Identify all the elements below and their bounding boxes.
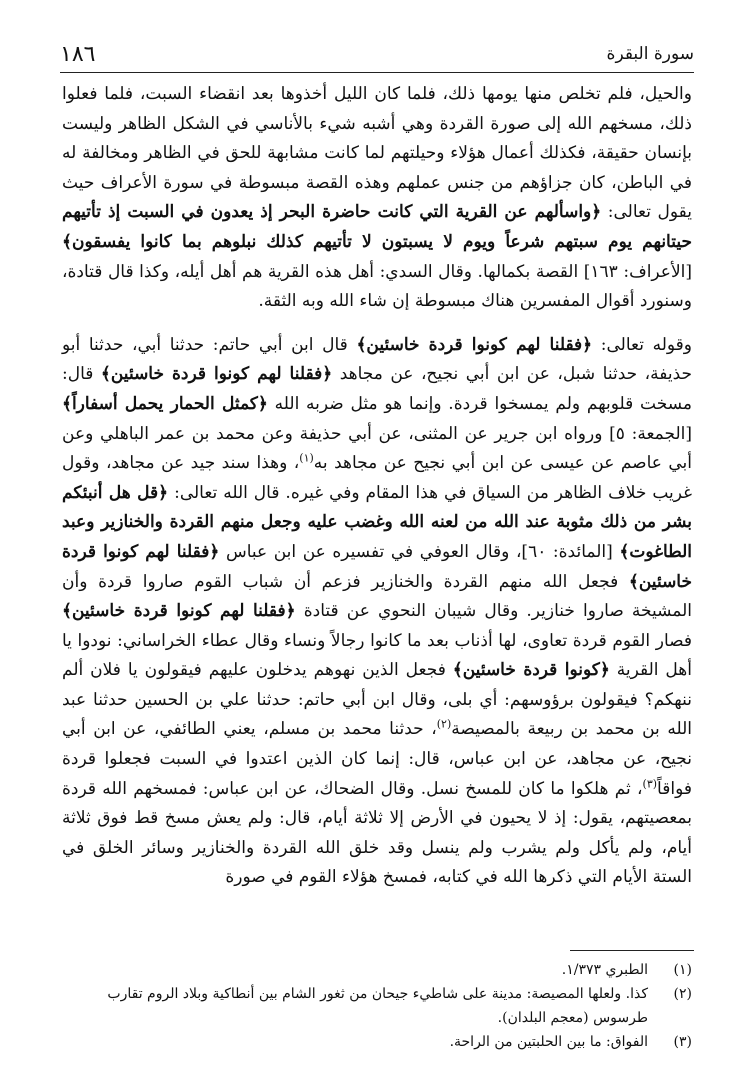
footnote-text: كذا. ولعلها المصيصة: مدينة على شاطيء جيحان من ثغور الشام بين أنطاكية وبلاد الروم تقارب طرسوس (معجم البلدان).: [107, 986, 648, 1026]
footnote-divider: [570, 950, 694, 951]
paragraph-1: والحيل، فلم تخلص منها يومها ذلك، فلما كان الليل أخذوها بعد انقضاء السبت، فلما فعلوا ذلك، مسخهم الله إلى صورة القردة وهي أشبه شيء بالأناسي في الشكل الظاهر وليست بإنسان حقيقة، فكذلك أعمال هؤلاء وحيلتهم لما كانت مشابهة للحق في الظاهر ومخالفة له في الباطن، كان جزاؤهم من جنس عملهم وهذه القصة مبسوطة في سورة الأعراف حيث يقول تعالى: ﴿واسألهم عن القرية التي كانت حاضرة البحر إذ يعدون في السبت إذ تأتيهم حيتانهم يوم سبتهم شرعاً ويوم لا يسبتون لا تأتيهم كذلك نبلوهم بما كانوا يفسقون﴾ [الأعراف: ١٦٣] القصة بكمالها. وقال السدي: أهل هذه القرية هم أهل أيله، وكذا قال قتادة، وسنورد أقوال المفسرين هناك مبسوطة إن شاء الله وبه الثقة.: [62, 84, 692, 312]
footnote-ref-3[interactable]: (٣): [642, 777, 658, 790]
footnote-number: (٣): [673, 1034, 692, 1050]
footnote-3: [62, 1030, 692, 1054]
footnote-number: (١): [673, 962, 692, 978]
header-divider: [60, 72, 694, 73]
quran-quote: ﴿فقلنا لهم كونوا قردة خاسئين﴾: [356, 334, 593, 355]
quran-quote: ﴿فقلنا لهم كونوا قردة خاسئين﴾: [62, 541, 693, 592]
footnote-text: الطبري ١/٣٧٣.: [561, 962, 648, 978]
footnote-ref-2[interactable]: (٢): [436, 717, 452, 731]
page-header: [60, 40, 694, 70]
page-number: ١٨٦: [60, 42, 96, 67]
footnote-2: [62, 982, 692, 1030]
quran-quote: ﴿فقلنا لهم كونوا قردة خاسئين﴾: [100, 364, 333, 385]
quran-quote: ﴿فقلنا لهم كونوا قردة خاسئين﴾: [62, 601, 296, 622]
paragraph-2: وقوله تعالى: ﴿فقلنا لهم كونوا قردة خاسئين﴾ قال ابن أبي حاتم: حدثنا أبي، حدثنا أبو حذيفة، حدثنا شبل، عن ابن أبي نجيح، عن مجاهد ﴿فقلنا لهم كونوا قردة خاسئين﴾ قال: مسخت قلوبهم ولم يمسخوا قردة. وإنما هو مثل ضربه الله ﴿كمثل الحمار يحمل أسفاراً﴾ [الجمعة: ٥] ورواه ابن جرير عن المثنى، عن أبي حذيفة وعن محمد بن عمر الباهلي وعن أبي عاصم عن عيسى عن ابن أبي نجيح عن مجاهد به$^{(١)}$، وهذا سند جيد عن مجاهد، وقول غريب خلاف الظاهر من السياق في هذا المقام وفي غيره. قال الله تعالى: ﴿قل هل أنبئكم بشر من ذلك مثوبة عند الله من لعنه الله وغضب عليه وجعل منهم القردة والخنازير وعبد الطاغوت﴾ [المائدة: ٦٠]، وقال العوفي في تفسيره عن ابن عباس ﴿فقلنا لهم كونوا قردة خاسئين﴾ فجعل الله منهم القردة والخنازير فزعم أن شباب القوم صاروا قردة وأن المشيخة صاروا خنازير. وقال شيبان النحوي عن قتادة ﴿فقلنا لهم كونوا قردة خاسئين﴾ فصار القوم قردة تعاوى، لها أذناب بعد ما كانوا رجالاً ونساء وقال عطاء الخراساني: نودوا يا أهل القرية ﴿كونوا قردة خاسئين﴾ فجعل الذين نهوهم يدخلون عليهم فيقولون يا فلان ألم ننهكم؟ فيقولون برؤوسهم: أي بلى، وقال ابن أبي حاتم: حدثنا علي بن الحسين حدثنا عبد الله بن محمد بن ربيعة بالمصيصة$^{(٢)}$، حدثنا محمد بن مسلم، يعني الطائفي، عن ابن أبي نجيح، عن مجاهد، عن ابن عباس، قال: إنما كان الذين اعتدوا في السبت فجعلوا قردة فواقاً$^{(٣)}$، ثم هلكوا ما كان للمسخ نسل. وقال الضحاك، عن ابن عباس: فمسخهم الله قردة بمعصيتهم، يقول: إذ لا يحيون في الأرض إلا ثلاثة أيام، قال: ولم يعش مسخ قط فوق ثلاثة أيام، ولم يأكل ولم يشرب ولم ينسل وقد خلق الله القردة والخنازير وسائر الخلق في الستة الأيام التي ذكرها الله في كتابه، فمسخ هؤلاء القوم في صورة: [62, 334, 693, 888]
quran-quote: ﴿كمثل الحمار يحمل أسفاراً﴾: [62, 393, 268, 414]
running-title: سورة البقرة: [606, 44, 694, 64]
footnote-1: [62, 958, 692, 982]
footnotes: [62, 958, 692, 1054]
quran-quote: ﴿واسألهم عن القرية التي كانت حاضرة البحر إذ يعدون في السبت إذ تأتيهم حيتانهم يوم سبتهم شرعاً ويوم لا يسبتون لا تأتيهم كذلك نبلوهم بما كانوا يفسقون﴾: [62, 202, 692, 252]
quran-quote: ﴿كونوا قردة خاسئين﴾: [452, 660, 610, 681]
footnote-number: (٢): [673, 986, 692, 1002]
main-text: [62, 80, 692, 893]
footnote-text: الفواق: ما بين الحلبتين من الراحة.: [449, 1034, 648, 1050]
quran-quote: ﴿قل هل أنبئكم بشر من ذلك مثوبة عند الله من لعنه الله وغضب عليه وجعل منهم القردة والخنازير وعبد الطاغوت﴾: [62, 482, 693, 562]
footnote-ref-1[interactable]: (١): [299, 451, 314, 465]
